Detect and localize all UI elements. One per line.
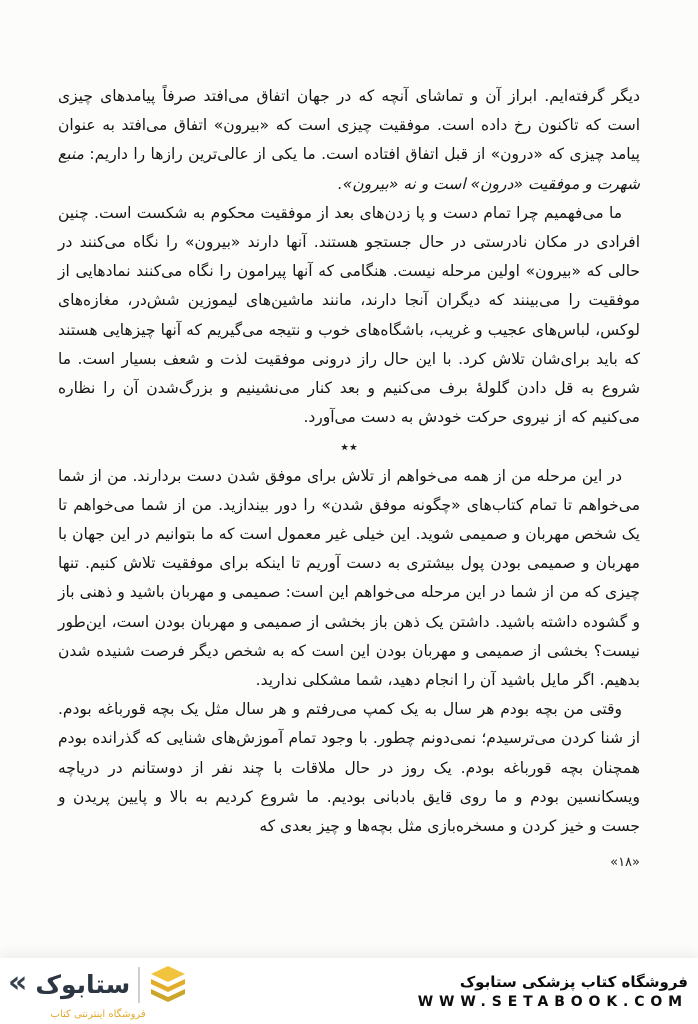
store-info	[418, 973, 688, 1010]
paragraph-text: دیگر گرفته‌ایم. ابراز آن و تماشای آنچه که در جهان اتفاق می‌افتد صرفاً پیامدهای چیزی است که تاکنون رخ داده است. موفقیت چیزی است که «بیرون» اتفاق می‌افتد به عنوان پیامد چیزی که «درون» از قبل اتفاق افتاده است. ما یکی از عالی‌ترین رازها را داریم:	[58, 87, 640, 164]
paragraph: وقتی من بچه بودم هر سال به یک کمپ می‌رفتم و هر سال مثل یک بچه قورباغه بودم. از شنا کردن می‌ترسیدم؛ نمی‌دونم چطور. با وجود تمام آموزش‌های شنایی که گذرانده بودم همچنان بچه قورباغه بودم. یک روز در حال ملاقات با چند نفر از دوستانم در دریاچه ویسکانسین بودم و ما روی قایق بادبانی بودیم. ما شروع کردیم به بالا و پایین پریدن و جست و خیز کردن و مسخره‌بازی مثل بچه‌ها و چیز بعدی که	[58, 700, 640, 836]
logo-divider	[138, 967, 140, 1003]
layers-icon	[148, 963, 188, 1007]
guillemet-icon: «	[8, 964, 28, 1000]
page-number: «۱۸»	[610, 855, 640, 871]
logo-subtitle: فروشگاه اینترنتی کتاب	[50, 1008, 146, 1020]
setabook-logo	[8, 963, 188, 1020]
store-title: فروشگاه کتاب پزشکی ستابوک	[459, 972, 688, 991]
store-footer	[0, 958, 698, 1024]
paragraph	[58, 82, 640, 199]
section-separator: ٭٭	[340, 437, 358, 457]
paragraph-emphasis-text: منبع شهرت و موفقیت «درون» است و نه «بیرون».	[58, 145, 640, 193]
paragraph: در این مرحله من از همه می‌خواهم از تلاش برای موفق شدن دست بردارند. من از شما می‌خواهم تا تمام کتاب‌های «چگونه موفق شدن» را دور بیندازید. من از شما می‌خواهم تا یک شخص مهربان و صمیمی شوید. این خیلی غیر معمول است که ما بتوانیم در این جهان با مهربان و صمیمی بودن پول بیشتری به دست آوریم تا اینکه برای موفقیت تلاش کنیم. تنها چیزی که من از شما در این مرحله می‌خواهم این است: صمیمی و مهربان باشید و ذهنی باز و گشوده داشته باشید. داشتن یک ذهن باز بخشی از صمیمی و مهربان بودن است، این‌طور نیست؟ بخشی از صمیمی و مهربان بودن این است که به شخص دیگر فرصت شنیده شدن بدهیم. اگر مایل باشید آن را انجام دهید، شما مشکلی ندارید.	[58, 466, 640, 690]
paragraph: ما می‌فهمیم چرا تمام دست و پا زدن‌های بعد از موفقیت محکوم به شکست است. چنین افرادی در مکان نادرستی در حال جستجو هستند. آنها دارند «بیرون» را نگاه می‌کنند در حالی که «بیرون» اولین مرحله نیست. هنگامی که آنها پیرامون را نگاه می‌کنند نمادهایی از موفقیت را می‌بینند که دیگران آنجا دارند، مانند ماشین‌های لیموزین شش‌در، مغازه‌های لوکس، لباس‌های عجیب و غریب، باشگاه‌های خوب و نتیجه می‌گیریم که آنها چیزهایی هستند که باید برای‌شان تلاش کرد. با این حال راز درونی موفقیت لذت و شعف بسیار است. ما شروع به قل دادن گلولهٔ برف می‌کنیم و بعد کنار می‌نشینیم و بزرگ‌شدن آن را نظاره می‌کنیم که از نیروی حرکت خودش به دست می‌آورد.	[58, 203, 640, 427]
logo-wordmark: ستابوک	[35, 970, 131, 999]
logo-row	[8, 963, 188, 1007]
page-text-block	[58, 82, 640, 877]
store-website: WWW.SETABOOK.COM	[417, 993, 688, 1010]
